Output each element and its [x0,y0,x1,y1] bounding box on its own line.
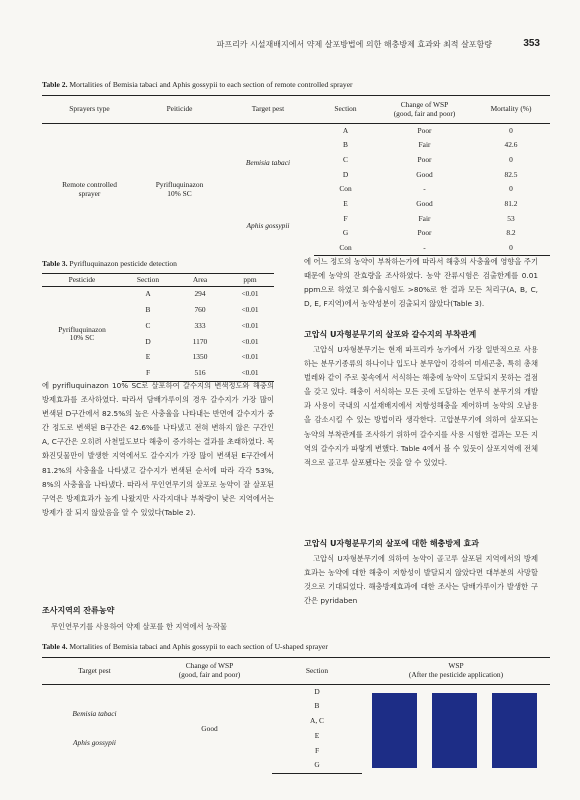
table3 [42,273,274,382]
table-row: Con - 0 [339,184,513,194]
table4 [42,657,550,774]
right-paragraph-2: 고압식 U자형분무기는 현재 파프리카 농가에서 가장 일반적으로 사용하는 분무기종류의 하나이나 입도나 분무압이 강하여 미세곤충, 특히 총채벌레와 같이 주로 꽃속에서 서식하는 해충에 농약이 도달되지 못하는 결점을 갖고 있다. 해충이 서식하는 모든 곳에 도달하는 연무식 분무기의 개발과 사용이 국내의 시설재배지에서 저항성해충을 제어하며 농약의 오남용을 감소시킬 수 있는 방법이라 생각한다. 고압분무기에 의하여 살포되는 농약의 부착관계를 조사하기 위하여 갈수지를 사용 시험한 결과는 모든 지역의 갈수지가 파랗게 변했다. Table 4에서 볼 수 있듯이 살포지역에 전체적으로 골고루 살포됐다는 것을 알 수 있었다. [304,345,538,467]
table3-caption: Table 3. Pyrifluquinazon pesticide detection [42,259,177,268]
table4-caption: Table 4. Mortalities of Bemisia tabaci and Aphis gossypii to each section of U-shaped sprayer [42,642,328,651]
table-row: C 333 <0.01 [145,320,259,330]
table-row: Remote controlled sprayer Pyrifluquinazon 10% SC Bemisia tabaci A Poor 0 [42,124,550,139]
page-header [40,39,540,53]
table2-header-mortality: Mortality (%) [472,96,550,124]
wsp-paper-1 [372,693,417,768]
left-paragraph-1: 에 pyrifluquinazon 10% SC로 살포하여 갈수지의 변색정도와 해충의 방제효과를 조사하였다. 따라서 담배가루이의 경우 갈수지가 가장 많이 변색된 D구간에서 82.5%의 높은 사충율을 나타내는 반면에 갈수지가 중간 정도로 변색된 B구간은 42.6%를 나타냈고 전혀 변하지 않은 구간인 A, C구간은 오히려 사천밀도보다 해충이 증가하는 결과를 초래하였다. 목화진딧물만이 발생한 지역에서도 갈수지가 가장 많이 변색된 E구간에서 81.2%의 사충율을 나타냈고 갈수지가 변색된 순서에 따라 각각 53%, 8%의 사충율을 나타냈다. 따라서 무인연무기의 살포로 농약이 잘 살포된 구역은 방제효과가 높게 나왔지만 사각지대나 부착량이 낮은 지역에서는 방제가 잘 되지 않았음을 알 수 있었다(Table 2). [42,381,274,517]
wsp-paper-2 [432,693,477,768]
table4-header-wsp-change: Change of WSP (good, fair and poor) [147,658,272,685]
left-section-title: 조사지역의 잔류농약 [42,606,115,615]
table2-header-pesticide: Peiticide [137,96,222,124]
table-row: Bemisia tabaci Good D [42,685,550,700]
table3-header-ppm: ppm [226,274,274,287]
table3-header-area: Area [174,274,226,287]
table-row: G Poor 8.2 [342,228,516,238]
table2 [42,95,550,256]
table2-pesticide: Pyrifluquinazon 10% SC [155,180,204,198]
right-paragraph-3: 고압식 U자형분무기에 의하여 농약이 골고루 살포된 지역에서의 방제효과는 농약에 대한 해충이 저항성이 발달되지 않았다면 대부분의 사망할 것으로 기대되었다. 해충방제효과에 대한 조사는 담배가루이가 발생한 구간은 pyridaben [304,554,538,606]
table2-pest-aphis: Aphis gossypii [246,221,290,231]
table-row: B 760 <0.01 [145,304,259,314]
right-paragraph-1: 에 어느 정도의 농약이 부착하는가에 따라서 해충의 사충율에 영향을 주기 때문에 농약의 잔효량을 조사하였다. 농약 잔류시험은 검출한계를 0.01 ppm으로 하였고 회수율시험도 >80%로 한 결과 모든 처리구(A, B, C, D, E, F지역)에서 농약성분이 검출되지 않았다(Table 3). [304,257,538,309]
table-row: F [314,745,320,755]
left-paragraph-2: 무인연무기를 사용하여 약제 살포를 한 지역에서 농작물 [51,622,228,631]
table4-pest-aphis: Aphis gossypii [73,738,116,748]
table-row: Con - 0 [42,241,550,256]
table2-header-sprayer: Sprayers type [42,96,137,124]
table-row: Aphis gossypii E [42,728,550,744]
table2-pest-bemisia: Bemisia tabaci [245,158,291,168]
running-title: 파프리카 시설재배지에서 약제 살포방법에 의한 해충방제 효과와 최적 살포함량 [216,40,492,49]
wsp-paper-3 [492,693,537,768]
table-row: A, C [310,715,324,725]
table-row: D 1170 <0.01 [145,336,259,346]
table-row: C Poor 0 [343,154,513,164]
page-number: 353 [523,38,540,49]
table4-wsp-change: Good [201,723,218,733]
table3-header-section: Section [122,274,174,287]
table-row: D Good 82.5 [342,169,518,179]
table4-pest-bemisia: Bemisia tabaci [72,709,117,719]
table2-sprayer-type: Remote controlled sprayer [62,180,117,198]
right-section-title-2: 고압식 U자형분무기의 살포에 대한 해충방제 효과 [304,539,479,548]
table-row: B [314,701,320,711]
table-row: B Fair 42.6 [343,140,518,150]
table4-header-wsp: WSP (After the pesticide application) [362,658,550,685]
table2-header-pest: Target pest [222,96,314,124]
table-row: Aphis gossypii E Good 81.2 [42,197,550,212]
table4-header-section: Section [272,658,362,685]
table-row: E 1350 <0.01 [145,352,259,362]
table2-header-wsp: Change of WSP (good, fair and poor) [377,96,472,124]
table4-header-pest: Target pest [42,658,147,685]
table-row: F Fair 53 [343,213,515,223]
table-row: Pyrifluquinazon 10% SC A 294 <0.01 [42,287,274,303]
table-row: G [42,758,550,773]
table2-header-section: Section [314,96,377,124]
table3-header-pesticide: Pesticide [42,274,122,287]
table2-caption: Table 2. Mortalities of Bemisia tabaci and Aphis gossypii to each section of remote controlled sprayer [42,80,353,89]
table4-wsp-images [362,685,550,774]
table-row: F 516 <0.01 [42,365,274,381]
table3-pesticide: Pyrifluquinazon 10% SC [58,324,106,343]
right-section-title-1: 고압식 U자형분무기의 살포와 갈수지의 부착관계 [304,330,477,339]
